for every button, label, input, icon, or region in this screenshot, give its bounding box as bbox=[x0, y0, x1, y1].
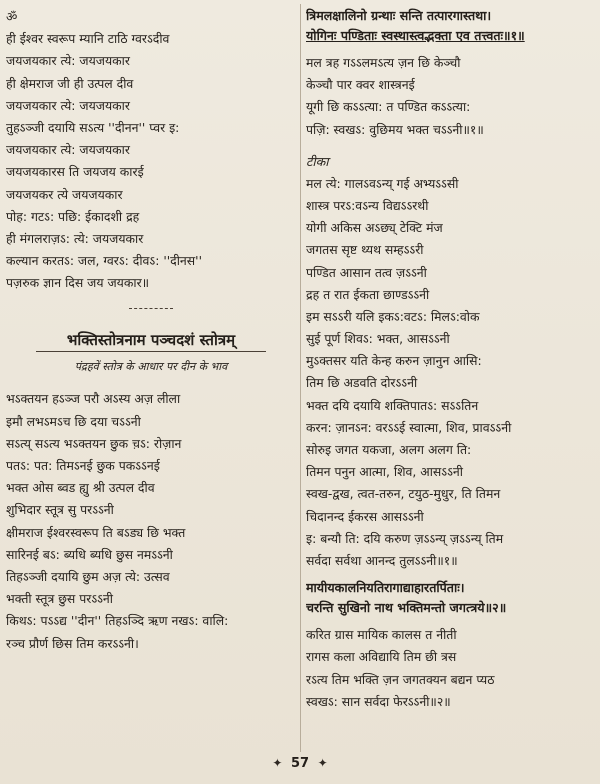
om-symbol: ॐ bbox=[6, 9, 18, 24]
section-separator bbox=[129, 308, 173, 311]
ornament-icon: ✦ bbox=[272, 756, 283, 770]
page-footer bbox=[0, 748, 600, 778]
text-line: पोह: गटऽ: पछि: ईकादशी द्रह bbox=[6, 208, 140, 224]
text-line: इम सऽऽरी यलि इकऽ:वटऽ: मिलऽ:वोक bbox=[306, 308, 480, 324]
text-line: करित ग्रास मायिक कालस त नीती bbox=[306, 627, 457, 643]
text-line: इमौ लभऽमऽच छि दया चऽऽनी bbox=[6, 413, 141, 429]
text-line: तिहऽञ्जी दयायि छुम अज़ त्ये: उत्सव bbox=[6, 568, 170, 584]
text-line: तुहऽञ्जी दयायि सऽत्य ''दीनन'' प्वर इ: bbox=[6, 119, 180, 135]
text-line: तिम छि अडवति दोरऽऽनी bbox=[306, 375, 418, 391]
text-line: जयजयकारस ति जयजय कारई bbox=[6, 164, 144, 180]
text-line: ही क्षेमराज जी ही उत्पल दीव bbox=[6, 75, 134, 91]
text-line: पज़रुक ज्ञान दिस जय जयकार॥ bbox=[6, 275, 150, 291]
text-line: पण्डित आसान तत्व ज़ऽऽनी bbox=[306, 264, 427, 280]
text-line: भक्त ओस ब्वड ह्यु श्री उत्पल दीव bbox=[6, 480, 155, 496]
text-line: किथऽ: पऽऽद्य ''दीन'' तिहऽञ्दि ऋण नखऽ: वालि: bbox=[6, 613, 229, 629]
verse-line: त्रिमलक्षालिनो ग्रन्थाः सन्ति तत्पारगास्तथा। bbox=[306, 8, 492, 23]
text-line: करन: ज़ानऽन: वरऽऽई स्वात्मा, शिव, प्रावऽऽनी bbox=[306, 419, 512, 435]
text-line: क्षीमराज ईश्वरस्वरूप ति बऽड्य छि भक्त bbox=[6, 524, 186, 540]
text-line: पतऽ: पत: तिमऽनई छुक पकऽऽनई bbox=[6, 458, 160, 473]
text-line: केञ्चौ पार क्वर शास्त्रनई bbox=[306, 77, 415, 93]
text-line: पज़ि: स्वखऽ: वुछिमय भक्त चऽऽनी॥१॥ bbox=[306, 121, 484, 137]
text-line: रागस कला अविद्यायि तिम छी त्रस bbox=[306, 649, 457, 665]
text-line: सर्वदा सर्वथा आनन्द तुलऽऽनी॥१॥ bbox=[306, 552, 458, 568]
stanza bbox=[306, 52, 596, 141]
stanza bbox=[306, 173, 596, 572]
text-line: यूगी छि कऽऽत्या: त पण्डित कऽऽत्या: bbox=[306, 99, 471, 115]
ornament-icon: ✦ bbox=[317, 756, 328, 770]
verse-line: योगिनः पण्डिताः स्वस्थास्त्वद्भक्ता एव तत्त्वतः॥१॥ bbox=[306, 28, 525, 43]
verse-line: मायीयकालनियतिरागाद्याहारतर्पिताः। bbox=[306, 580, 465, 596]
text-line: ही मंगलराज़ऽ: त्ये: जयजयकार bbox=[6, 230, 144, 246]
stanza bbox=[6, 6, 296, 294]
sanskrit-verse bbox=[306, 6, 596, 46]
text-line: योगी अकिस अऽछ्य् टेक्टि मंज bbox=[306, 220, 443, 236]
text-line: जगतस सृष्ट थ्यथ सम्हऽऽरी bbox=[306, 242, 424, 258]
text-line: स्वख-द्वख, त्वत-तरुन, टयुठ-मुधुर, ति तिमन bbox=[306, 486, 501, 502]
text-line: सारिनई बऽ: ब्यधि ब्यधि छुस नमऽऽनी bbox=[6, 546, 173, 562]
text-line: सऽत्य् सऽत्य भऽक्तयन छुक च़ऽ: रोज़ान bbox=[6, 435, 182, 451]
text-line: भक्त दयि दयायि शक्तिपातऽ: सऽऽतिन bbox=[306, 397, 479, 413]
text-line: जयजयकर त्ये जयजयकार bbox=[6, 186, 123, 202]
text-line: चिदानन्द ईकरस आसऽऽनी bbox=[306, 508, 424, 524]
text-line: मल त्ये: गालऽवऽन्य् गई अभ्यऽऽसी bbox=[306, 175, 459, 191]
text-line: मुऽक्तसर यति केन्ह करुन ज़ानुन आसि: bbox=[306, 353, 482, 369]
column-divider bbox=[300, 4, 301, 752]
text-line: इ: बन्यौ ति: दयि करुण ज़ऽऽन्य् ज़ऽऽन्य् तिम bbox=[306, 530, 504, 546]
text-line: भक्ती स्तूत्र छुस परऽऽनी bbox=[6, 591, 113, 607]
text-line: रऽत्य तिम भक्ति ज़न जगतक्यन बद्यन प्यठ bbox=[306, 671, 495, 687]
text-line: रञ्च प्रौर्ण छिस तिम करऽऽनी। bbox=[6, 635, 139, 651]
text-line: भऽक्तयन हऽञ्ज परौ अऽस्य अज़ लीला bbox=[6, 391, 181, 407]
text-line: मल त्रह गऽऽलमऽत्य ज़न छि केञ्चौ bbox=[306, 55, 461, 70]
sanskrit-verse bbox=[306, 578, 596, 618]
text-line: शास्त्र परऽ:वऽन्य विद्यऽऽरथी bbox=[306, 197, 429, 213]
text-line: तिमन पनुन आत्मा, शिव, आसऽऽनी bbox=[306, 464, 463, 480]
text-line: शुभिदार स्तूत्र सु परऽऽनी bbox=[6, 502, 114, 518]
left-column bbox=[6, 6, 296, 655]
verse-line: चरन्ति सुखिनो नाथ भक्तिमन्तो जगत्त्रये॥२॥ bbox=[306, 600, 507, 616]
text-line: ही ईश्वर स्वरूप म्यानि टाठि ग्वरऽदीव bbox=[6, 31, 170, 47]
page-number: 57 bbox=[290, 756, 310, 771]
text-line: स्वखऽ: सान सर्वदा फेरऽऽनी॥२॥ bbox=[306, 693, 451, 709]
text-line: द्रह त रात ईकता छाण्डऽऽनी bbox=[306, 286, 430, 302]
chapter-title: भक्तिस्तोत्रनाम पञ्चदशं स्तोत्रम् bbox=[36, 329, 266, 352]
text-line: कल्यान करतऽ: जल, ग्वरऽ: दीवऽ: ''दीनस'' bbox=[6, 253, 202, 269]
right-column bbox=[306, 6, 596, 713]
tika-heading: टीका bbox=[306, 153, 329, 169]
text-line: सोरुइ जगत यकजा, अलग अलग ति: bbox=[306, 442, 472, 457]
text-line: सुई पूर्ण शिवऽ: भक्त, आसऽऽनी bbox=[306, 331, 450, 347]
text-line: जयजयकार त्ये: जयजयकार bbox=[6, 53, 130, 69]
chapter-subtitle: पंद्रहवें स्तोत्र के आधार पर दीन के भाव bbox=[74, 360, 228, 374]
stanza bbox=[6, 388, 296, 654]
text-line: जयजयकार त्ये: जयजयकार bbox=[6, 97, 130, 113]
text-line: जयजयकार त्ये: जयजयकार bbox=[6, 142, 130, 158]
stanza bbox=[306, 624, 596, 713]
